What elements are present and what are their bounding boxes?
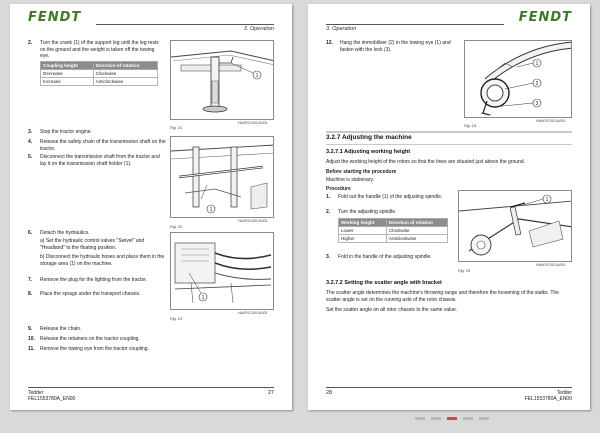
- table-header: Direction of rotation: [386, 219, 447, 227]
- fendt-logo: FENDT: [518, 10, 572, 25]
- callout-number: 3: [535, 101, 539, 107]
- paragraph: The scatter angle determines the machine's throwing range and therefore the loosening of the stalks. The scatter angle is set on the running axle of the rotor chassis.: [326, 290, 559, 303]
- step-number: 12.: [326, 40, 333, 46]
- callout-number: 1: [545, 197, 549, 203]
- watermark-segment: [463, 417, 473, 420]
- figure-code: HA4F021001A001: [238, 311, 268, 315]
- step-text: Fold in the handle of the adjusting spindle.: [338, 254, 432, 260]
- table-header: Working height: [339, 219, 387, 227]
- callout-number: 1: [209, 207, 213, 213]
- sub-step-a: a) Set the hydraulic control valves "Swivel" and "Headland" to the floating position.: [40, 238, 145, 251]
- table-cell: Anticlockwise: [386, 235, 447, 243]
- step-number: 6.: [28, 230, 33, 236]
- sub-step-b: b) Disconnect the hydraulic hoses and place them in the storage area (1) on the machine.: [40, 254, 165, 267]
- table-cell: Clockwise: [386, 227, 447, 235]
- watermark-segment: [415, 417, 425, 420]
- before-text: Machine is stationary.: [326, 177, 374, 183]
- section-divider: [326, 144, 572, 145]
- section-label: 3. Operation: [243, 26, 274, 32]
- figure-caption: Fig. 24: [464, 123, 477, 128]
- figure-caption: Fig. 25: [458, 268, 471, 273]
- step-text: Remove the plug for the lighting from the tractor.: [40, 277, 147, 283]
- step-number: 10.: [28, 336, 35, 342]
- table-cell: Higher: [339, 235, 387, 243]
- step-text: Fold out the handle (1) of the adjusting spindle.: [338, 194, 443, 200]
- step-number: 5.: [28, 154, 33, 160]
- table-cell: Lower: [339, 227, 387, 235]
- callout-number: 1: [255, 73, 259, 79]
- footer-rule: [326, 387, 572, 388]
- figure-caption: Fig. 23: [170, 316, 183, 321]
- page-number: 28: [326, 390, 333, 396]
- figure-transmission-shaft: [170, 136, 274, 218]
- footer-product: Tedder: [556, 390, 572, 396]
- before-title: Before starting the procedure: [326, 169, 397, 175]
- procedure-title: Procedure: [326, 186, 351, 192]
- section-title: 3.2.7 Adjusting the machine: [326, 134, 412, 141]
- footer-code: FEL1553780A_EN00: [524, 396, 572, 402]
- header-rule: [326, 24, 504, 25]
- step-text: Release the retainers on the tractor coupling.: [40, 336, 140, 342]
- subsection-title: 3.2.7.1 Adjusting working height: [326, 149, 411, 155]
- figure-code: HA4F021001A001: [238, 219, 268, 223]
- figure-code: HA4F021001A001: [536, 263, 566, 267]
- callout-number: 1: [201, 295, 205, 301]
- figure-code: HA4F021001A001: [536, 119, 566, 123]
- step-text: Disconnect the transmission shaft from the tractor and lay it on the transmission shaft holder (1).: [40, 154, 160, 167]
- step-number: 7.: [28, 277, 33, 283]
- table-cell: Clockwise: [93, 70, 157, 78]
- figure-adjusting-spindle: [458, 190, 572, 262]
- watermark-segment: [431, 417, 441, 420]
- step-text: Detach the hydraulics.: [40, 230, 90, 236]
- paragraph: Set the scatter angle on all rotor chassis to the same value.: [326, 307, 458, 313]
- figure-immobiliser: [464, 40, 572, 118]
- step-text: Place the sprags under the transport chassis.: [40, 291, 141, 297]
- step-number: 2.: [326, 209, 331, 215]
- step-number: 2.: [28, 40, 33, 46]
- step-number: 1.: [326, 194, 331, 200]
- watermark-segment: [447, 417, 457, 420]
- table-cell: Anticlockwise: [93, 78, 157, 86]
- table-cell: Decrease: [41, 70, 94, 78]
- step-number: 11.: [28, 346, 35, 352]
- step-text: Hang the immobiliser (2) in the towing eye (1) and fasten with the lock (3).: [340, 40, 451, 53]
- table-header: Direction of rotation: [93, 62, 157, 70]
- left-page: [10, 4, 292, 410]
- step-number: 4.: [28, 139, 33, 145]
- watermark-segment: [479, 417, 489, 420]
- step-text: Stop the tractor engine.: [40, 129, 92, 135]
- section-divider: [326, 131, 572, 133]
- section-label: 3. Operation: [326, 26, 357, 32]
- figure-caption: Fig. 22: [170, 224, 183, 229]
- intro-text: Adjust the working height of the rotors so that the tines are situated just above the ground.: [326, 159, 526, 165]
- subsection-title: 3.2.7.2 Setting the scatter angle with bracket: [326, 280, 442, 286]
- step-number: 8.: [28, 291, 33, 297]
- step-number: 3.: [28, 129, 33, 135]
- header-rule: [96, 24, 274, 25]
- step-text: Turn the adjusting spindle.: [338, 209, 397, 215]
- table-cell: Increase: [41, 78, 94, 86]
- callout-number: 1: [535, 61, 539, 67]
- figure-caption: Fig. 21: [170, 125, 183, 130]
- step-number: 9.: [28, 326, 33, 332]
- page-number: 27: [267, 390, 274, 396]
- figure-code: HA4F021001A001: [238, 121, 268, 125]
- watermark-bar: [415, 417, 489, 420]
- callout-number: 2: [535, 81, 539, 87]
- figure-hydraulics: [170, 232, 274, 310]
- working-height-table: [338, 218, 448, 243]
- footer-product: Tedder: [28, 390, 44, 396]
- coupling-height-table: [40, 61, 158, 86]
- table-header: Coupling height: [41, 62, 94, 70]
- step-number: 3.: [326, 254, 331, 260]
- step-text: Remove the towing eye from the tractor coupling.: [40, 346, 149, 352]
- footer-rule: [28, 387, 274, 388]
- step-text: Release the safety chain of the transmission shaft on the tractor.: [40, 139, 166, 152]
- right-page: [308, 4, 590, 410]
- step-text: Release the chain.: [40, 326, 82, 332]
- fendt-logo: FENDT: [28, 10, 82, 25]
- figure-support-leg: [170, 40, 274, 120]
- footer-code: FEL1553780A_EN00: [28, 396, 76, 402]
- step-text: Turn the crank (1) of the support leg until the leg rests on the ground and the weight is taken off the towing eye.: [40, 40, 159, 60]
